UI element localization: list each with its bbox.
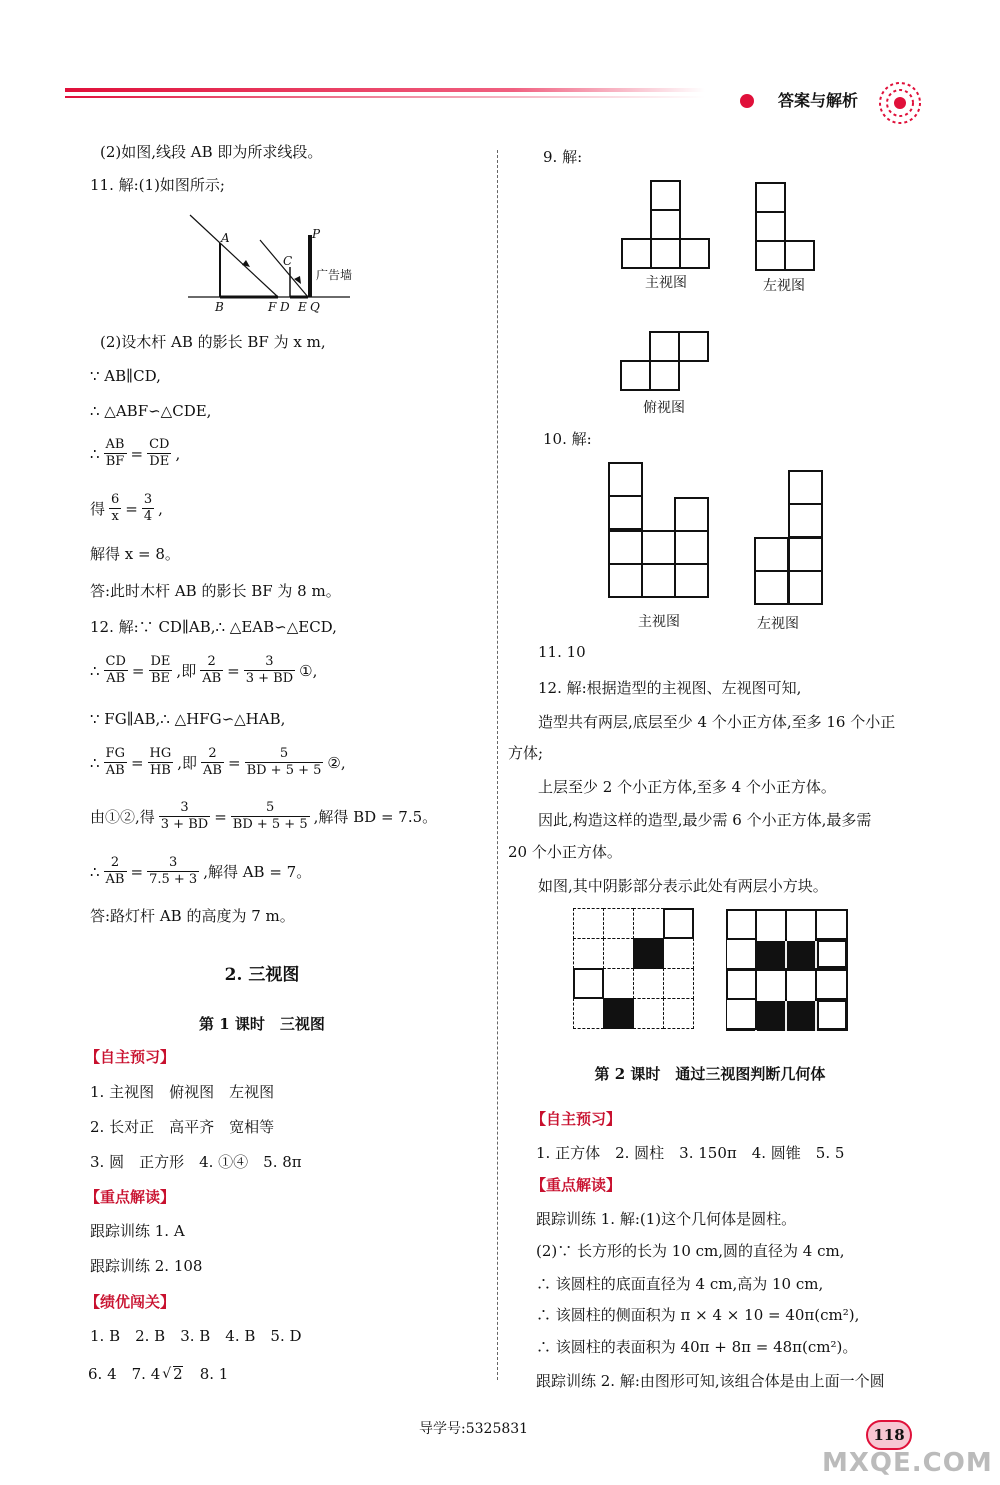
line-10-heading: 10. 解: [543, 430, 592, 448]
view10-main-cell [608, 530, 643, 565]
view10-main-cell [608, 563, 643, 598]
ratio-equation-3: ∴ $\frac{CD}{AB}$ = $\frac{DE}{BE}$ ,即 $\frac{2}{AB}$ = $\frac{3}{3 + BD}$ ①, [90, 654, 318, 686]
line-12-therefore: 因此,构造这样的造型,最少需 6 个小正方体,最多需 [538, 811, 872, 829]
line-12-upper: 上层至少 2 个小正方体,至多 4 个小正方体。 [538, 778, 836, 796]
track2-2: (2)∵ 长方形的长为 10 cm,圆的直径为 4 cm, [536, 1242, 845, 1260]
layout-grid-cell [663, 998, 694, 1029]
layout-grid-cell [603, 968, 634, 999]
preview-3: 3. 圆 正方形 4. ①④ 5. 8π [90, 1153, 302, 1171]
fig-label-wall: 广告墙 [316, 268, 353, 282]
view9-main-cell [650, 180, 681, 211]
tag-keypoint-1: 【重点解读】 [85, 1188, 176, 1206]
layout-grid-cell [573, 998, 604, 1029]
page-number: 118 [873, 1426, 905, 1444]
fig-label-F: F [268, 300, 277, 314]
view9-main-cell [650, 209, 681, 240]
watermark: MXQE.COM [822, 1448, 993, 1478]
line-answer-11: 答:此时木杆 AB 的影长 BF 为 8 m。 [90, 582, 341, 600]
header-title: 答案与解析 [778, 91, 859, 110]
line-similar: ∴ △ABF∽△CDE, [90, 402, 212, 420]
line-11-answer: 11. 10 [538, 643, 586, 661]
view10-main-cell [674, 563, 709, 598]
caption-main-view-10: 主视图 [638, 614, 680, 630]
view9-left-cell [755, 182, 786, 213]
challenge-2: 6. 4 7. 4 √ 2 8. 1 [88, 1364, 229, 1383]
preview-1: 1. 主视图 俯视图 左视图 [90, 1083, 275, 1101]
view9-top-cell [678, 331, 709, 362]
layout-grid-cell [573, 908, 604, 939]
layout-grid-cell [603, 908, 634, 939]
preview-2: 2. 长对正 高平齐 宽相等 [90, 1118, 275, 1136]
view9-main-cell [679, 238, 710, 269]
line-2-answer: (2)如图,线段 AB 即为所求线段。 [100, 143, 323, 161]
shadow-diagram [180, 205, 370, 315]
layout-grid-cell [633, 968, 664, 999]
layout-grid-shaded-cell [633, 938, 664, 969]
track2-5: ∴ 该圆柱的表面积为 40π + 8π = 48π(cm²)。 [536, 1338, 858, 1356]
line-9-heading: 9. 解: [543, 148, 583, 166]
line-set-x: (2)设木杆 AB 的影长 BF 为 x m, [100, 333, 326, 351]
column-divider [497, 150, 498, 1380]
layout-grid-cell [663, 938, 694, 969]
view10-main-cell [608, 462, 643, 497]
view9-top-cell [620, 360, 651, 391]
view9-left-cell [755, 240, 786, 271]
view10-left-cell [754, 570, 789, 605]
fig-label-D: D [280, 300, 290, 314]
tag-preview-2: 【自主预习】 [531, 1110, 622, 1128]
fig-label-B: B [215, 300, 224, 314]
guide-code: 导学号:5325831 [419, 1421, 529, 1437]
track2-1: 跟踪训练 1. 解:(1)这个几何体是圆柱。 [536, 1210, 797, 1228]
caption-top-view-9: 俯视图 [643, 400, 685, 416]
line-11-heading: 11. 解:(1)如图所示; [90, 176, 225, 194]
line-12-max: 20 个小正方体。 [508, 843, 622, 861]
challenge-1: 1. B 2. B 3. B 4. B 5. D [90, 1327, 302, 1345]
caption-main-view-9: 主视图 [645, 275, 687, 291]
layout-grid-cell [633, 998, 664, 1029]
view10-left-cell [788, 537, 823, 572]
view9-left-cell [784, 240, 815, 271]
layout-grid-cell [573, 968, 604, 999]
line-12-layers: 造型共有两层,底层至少 4 个小正方体,至多 16 个小正 [538, 713, 896, 731]
section-title: 2. 三视图 [224, 965, 300, 985]
layout-grid-cell [663, 968, 694, 999]
preview2-1: 1. 正方体 2. 圆柱 3. 150π 4. 圆锥 5. 5 [536, 1144, 845, 1162]
line-fg-parallel: ∵ FG∥AB,∴ △HFG∽△HAB, [90, 710, 286, 728]
track-2: 跟踪训练 2. 108 [90, 1257, 203, 1275]
page-number-badge [866, 1420, 912, 1450]
ratio-equation-2: 得 $\frac{6}{x}$ = $\frac{3}{4}$ , [90, 492, 163, 524]
lesson-1-title: 第 1 课时 三视图 [199, 1015, 325, 1033]
flower-logo-icon [875, 78, 925, 128]
fig-label-P: P [312, 227, 321, 241]
view9-top-cell [649, 360, 680, 391]
tag-challenge: 【绩优闯关】 [85, 1293, 176, 1311]
layout-grid-cell [603, 938, 634, 969]
view10-left-cell [788, 503, 823, 538]
layout-grid-solid-overlay [726, 909, 848, 1031]
layout-grid-cell [573, 938, 604, 969]
track-1: 跟踪训练 1. A [90, 1222, 185, 1240]
ratio-equation-6: ∴ $\frac{2}{AB}$ = $\frac{3}{7.5 + 3}$ ,解得 AB = 7。 [90, 855, 312, 887]
fig-label-A: A [221, 231, 230, 245]
view9-top-cell [649, 331, 680, 362]
ratio-equation-1: ∴ $\frac{AB}{BF}$ = $\frac{CD}{DE}$ , [90, 437, 181, 469]
view10-left-cell [788, 570, 823, 605]
view10-main-cell [641, 530, 676, 565]
view9-left-cell [755, 211, 786, 242]
header-rule-thin [65, 96, 705, 98]
view10-main-cell [608, 495, 643, 530]
tag-preview-1: 【自主预习】 [85, 1048, 176, 1066]
view10-left-cell [754, 537, 789, 572]
line-12-layers-cont: 方体; [508, 744, 544, 762]
view10-main-cell [641, 563, 676, 598]
view10-main-cell [674, 530, 709, 565]
layout-grid-shaded-cell [603, 998, 634, 1029]
view9-main-cell [621, 238, 652, 269]
track2-4: ∴ 该圆柱的侧面积为 π × 4 × 10 = 40π(cm²), [536, 1306, 860, 1324]
view10-left-cell [788, 470, 823, 505]
line-answer-12: 答:路灯杆 AB 的高度为 7 m。 [90, 907, 295, 925]
header-dot-icon [740, 94, 754, 108]
caption-left-view-9: 左视图 [763, 278, 805, 294]
fig-label-Q: Q [310, 300, 320, 314]
fig-label-C: C [283, 254, 293, 268]
ratio-equation-4: ∴ $\frac{FG}{AB}$ = $\frac{HG}{HB}$ ,即 $\frac{2}{AB}$ = $\frac{5}{BD + 5 + 5}$ ②, [90, 746, 346, 778]
fig-label-E: E [298, 300, 307, 314]
layout-grid-cell [663, 908, 694, 939]
line-solve-x: 解得 x = 8。 [90, 545, 180, 563]
lesson-2-title: 第 2 课时 通过三视图判断几何体 [594, 1065, 826, 1083]
line-parallel: ∵ AB∥CD, [90, 367, 161, 385]
layout-grid-cell [633, 908, 664, 939]
track2-3: ∴ 该圆柱的底面直径为 4 cm,高为 10 cm, [536, 1275, 824, 1293]
caption-left-view-10: 左视图 [757, 616, 799, 632]
header-rule [65, 88, 705, 92]
view10-main-cell [674, 497, 709, 532]
track2-6: 跟踪训练 2. 解:由图形可知,该组合体是由上面一个圆 [536, 1372, 885, 1390]
line-12-figure-note: 如图,其中阴影部分表示此处有两层小方块。 [538, 877, 828, 895]
view9-main-cell [650, 238, 681, 269]
line-12-intro: 12. 解:根据造型的主视图、左视图可知, [538, 679, 802, 697]
line-12-heading: 12. 解:∵ CD∥AB,∴ △EAB∽△ECD, [90, 618, 337, 636]
tag-keypoint-2: 【重点解读】 [531, 1176, 622, 1194]
ratio-equation-5: 由①②,得 $\frac{3}{3 + BD}$ = $\frac{5}{BD + 5 + 5}$ ,解得 BD = 7.5。 [90, 800, 438, 832]
